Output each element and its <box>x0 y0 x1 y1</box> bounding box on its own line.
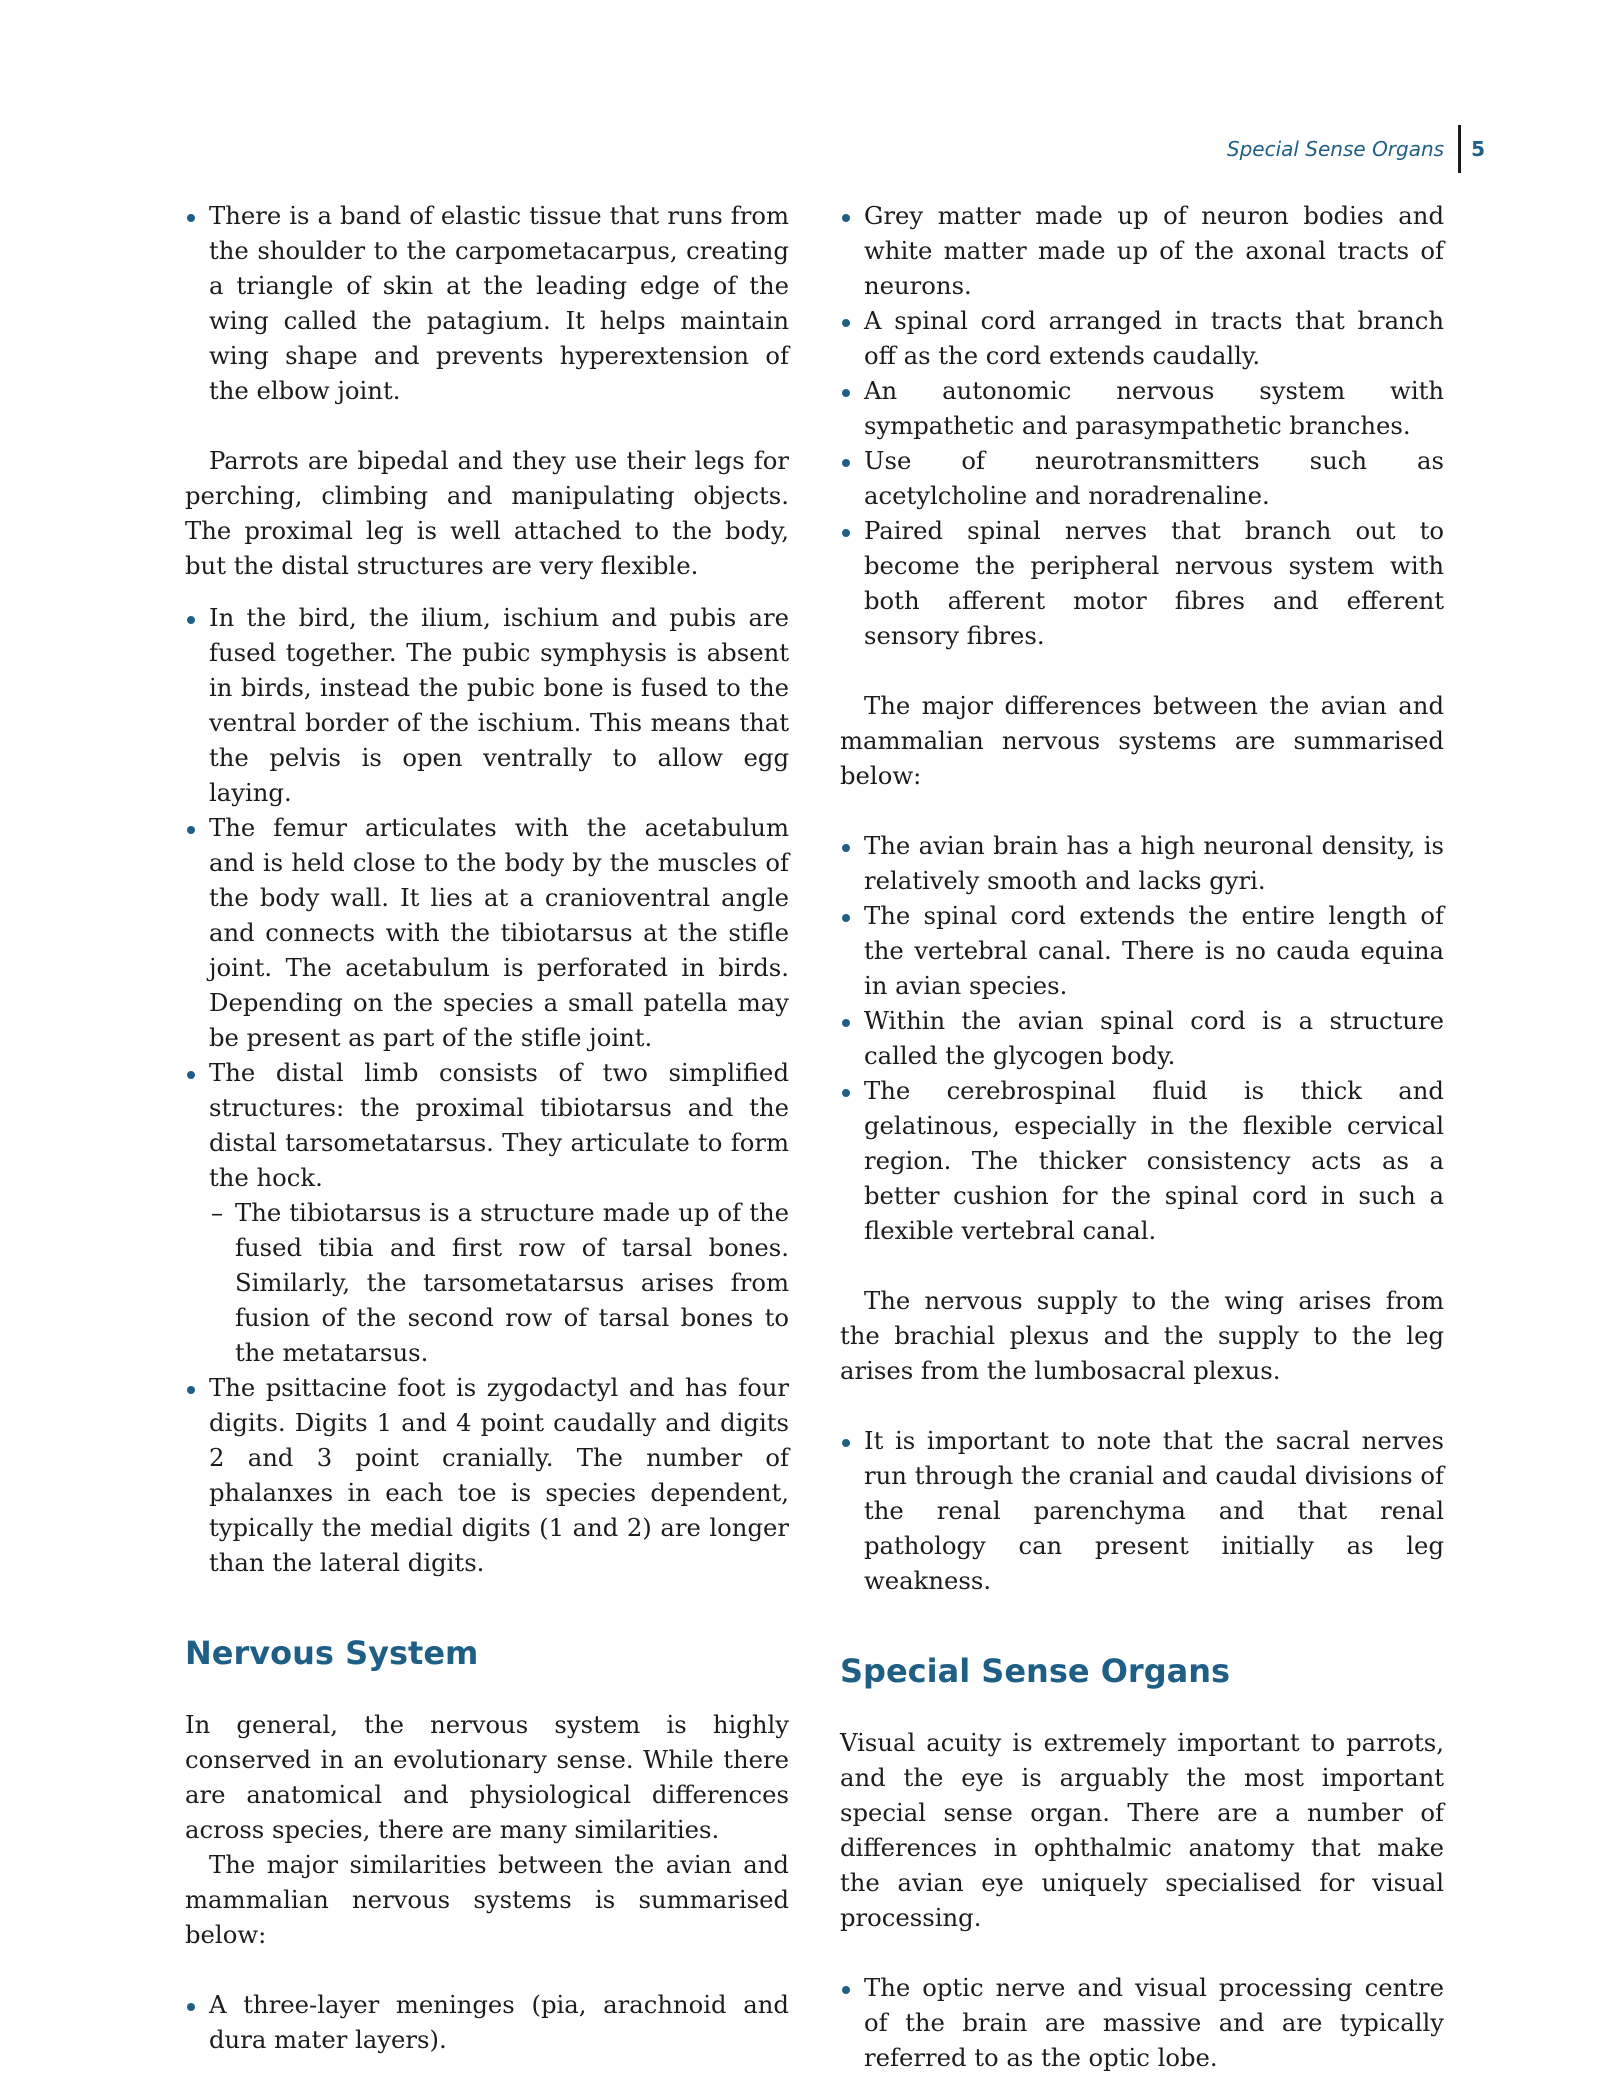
right-column <box>840 198 1444 2075</box>
running-head <box>1227 134 1485 164</box>
header-divider <box>1458 125 1461 173</box>
paragraph-general: In general, the nervous system is highly conserved in an evolutionary sense. While there are anatomical and physiological differences across species, there are many similarities. <box>185 1710 789 1844</box>
paragraph-differences: The major differences between the avian and mammalian nervous systems are summarised below: <box>840 691 1444 790</box>
list-item: In the bird, the ilium, ischium and pubis are fused together. The pubic symphysis is absent in birds, instead the pubic bone is fused to the ventral border of the ischium. This means that the pelvis is open ventrally to allow egg laying. <box>185 600 789 810</box>
bullet-list-differences <box>840 828 1444 1248</box>
bullet-list-leg <box>185 600 789 1580</box>
heading-nervous-system: Nervous System <box>185 1634 479 1672</box>
list-item: An autonomic nervous system with sympathetic and parasympathetic branches. <box>840 373 1444 443</box>
paragraph-similarities: The major similarities between the avian and mammalian nervous systems is summarised below: <box>185 1850 789 1949</box>
bullet-list-similarities <box>840 198 1444 653</box>
heading-special-sense-organs: Special Sense Organs <box>840 1652 1231 1690</box>
list-item: The psittacine foot is zygodactyl and has four digits. Digits 1 and 4 point caudally and digits 2 and 3 point cranially. The number of phalanxes in each toe is species dependent, typically the medial digits (1 and 2) are longer than the lateral digits. <box>185 1370 789 1580</box>
list-item <box>185 1055 789 1370</box>
list-item-text: The distal limb consists of two simplified structures: the proximal tibiotarsus and the distal tarsometatarsus. They articulate to form the hock. <box>209 1058 789 1192</box>
list-item: A three-layer meninges (pia, arachnoid and dura mater layers). <box>185 1987 789 2057</box>
list-item: The cerebrospinal fluid is thick and gelatinous, especially in the flexible cervical region. The thicker consistency acts as a better cushion for the spinal cord in such a flexible vertebral canal. <box>840 1073 1444 1248</box>
left-column <box>185 198 789 2057</box>
running-title: Special Sense Organs <box>1226 137 1445 161</box>
list-item: Paired spinal nerves that branch out to become the peripheral nervous system with both afferent motor fibres and efferent sensory fibres. <box>840 513 1444 653</box>
list-item: The avian brain has a high neuronal density, is relatively smooth and lacks gyri. <box>840 828 1444 898</box>
list-item: It is important to note that the sacral nerves run through the cranial and caudal divisions of the renal parenchyma and that renal pathology can present initially as leg weakness. <box>840 1423 1444 1598</box>
paragraph-visual: Visual acuity is extremely important to parrots, and the eye is arguably the most important special sense organ. There are a number of differences in ophthalmic anatomy that make the avian eye uniquely specialised for visual processing. <box>840 1728 1444 1932</box>
bullet-list-wing <box>185 198 789 408</box>
list-item: The femur articulates with the acetabulum and is held close to the body by the muscles of the body wall. It lies at a cranioventral angle and connects with the tibiotarsus at the stifle joint. The acetabulum is perforated in birds. Depending on the species a small patella may be present as part of the stifle joint. <box>185 810 789 1055</box>
paragraph-supply: The nervous supply to the wing arises from the brachial plexus and the supply to the leg arises from the lumbosacral plexus. <box>840 1286 1444 1385</box>
bullet-list-optic <box>840 1970 1444 2075</box>
list-item: There is a band of elastic tissue that runs from the shoulder to the carpometacarpus, creating a triangle of skin at the leading edge of the wing called the patagium. It helps maintain wing shape and prevents hyperextension of the elbow joint. <box>185 198 789 408</box>
list-item: Within the avian spinal cord is a structure called the glycogen body. <box>840 1003 1444 1073</box>
sub-bullet-list <box>209 1195 789 1370</box>
bullet-list-meninges <box>185 1987 789 2057</box>
list-item: The optic nerve and visual processing centre of the brain are massive and are typically referred to as the optic lobe. <box>840 1970 1444 2075</box>
list-item: A spinal cord arranged in tracts that branch off as the cord extends caudally. <box>840 303 1444 373</box>
list-item: The spinal cord extends the entire length of the vertebral canal. There is no cauda equina in avian species. <box>840 898 1444 1003</box>
page-number: 5 <box>1471 137 1485 161</box>
paragraph-bipedal: Parrots are bipedal and they use their legs for perching, climbing and manipulating objects. The proximal leg is well attached to the body, but the distal structures are very flexible. <box>185 446 789 580</box>
list-item: Grey matter made up of neuron bodies and white matter made up of the axonal tracts of neurons. <box>840 198 1444 303</box>
bullet-list-sacral <box>840 1423 1444 1598</box>
list-item: Use of neurotransmitters such as acetylcholine and noradrenaline. <box>840 443 1444 513</box>
sub-list-item: – The tibiotarsus is a structure made up of the fused tibia and first row of tarsal bones. Similarly, the tarsometatarsus arises from fusion of the second row of tarsal bones to the metatarsus. <box>209 1195 789 1370</box>
